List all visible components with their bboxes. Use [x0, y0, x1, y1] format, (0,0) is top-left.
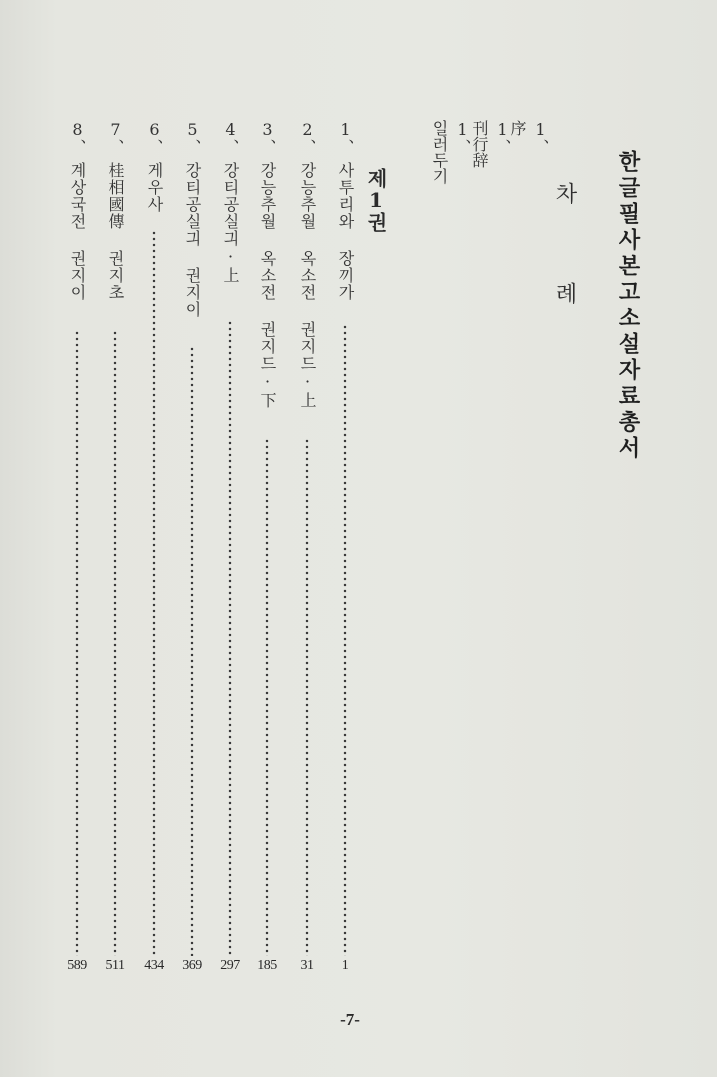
toc-entry[interactable]: [255, 120, 279, 990]
entry-dot-leader: [75, 330, 79, 956]
entry-page-number: 369: [182, 958, 202, 973]
entry-title: 게우사: [145, 162, 164, 213]
entry-title: 강능추월 옥소전 권지드·上: [298, 162, 317, 409]
volume-label: 제1권: [364, 168, 388, 232]
front-matter-title: 刊行辞: [470, 120, 489, 168]
entry-page-number: 511: [105, 958, 125, 973]
entry-title: 계상국전 권지이: [68, 162, 87, 301]
entry-page-number: 589: [67, 958, 87, 973]
entry-number: 3、: [258, 120, 277, 155]
toc-entry[interactable]: [103, 120, 127, 990]
entry-dot-leader: [190, 346, 194, 956]
entry-dot-leader: [228, 320, 232, 956]
entry-title: 강티공실긔 권지이: [183, 162, 202, 318]
entry-number: 7、: [106, 120, 125, 155]
front-matter-number: 1、: [531, 120, 550, 155]
entry-title: 강능추월 옥소전 권지드·下: [258, 162, 277, 409]
toc-entry[interactable]: [295, 120, 319, 990]
toc-entry[interactable]: [333, 120, 357, 990]
page-number: -7-: [340, 1010, 360, 1029]
entry-title: 桂相國傳 권지초: [106, 162, 125, 301]
entry-page-number: 1: [341, 958, 349, 973]
front-matter-title: 일러두기: [430, 120, 449, 184]
entry-number: 2、: [298, 120, 317, 155]
entry-page-number: 434: [144, 958, 164, 973]
front-matter-title: 序: [508, 120, 527, 136]
entry-dot-leader: [305, 438, 309, 956]
entry-dot-leader: [265, 438, 269, 956]
toc-heading-char-2: 례: [552, 282, 577, 304]
entry-page-number: 31: [300, 958, 314, 973]
entry-number: 5、: [183, 120, 202, 155]
toc-entry[interactable]: [65, 120, 89, 990]
front-matter-number: 1、: [453, 120, 472, 155]
entry-page-number: 185: [257, 958, 277, 973]
toc-entry[interactable]: [142, 120, 166, 990]
entry-page-number: 297: [220, 958, 240, 973]
entry-number: 4、: [221, 120, 240, 155]
series-title: 한글필사본고소설자료총서: [615, 150, 640, 462]
entry-title: 사투리와 장끼가: [336, 162, 355, 301]
front-matter-guide: [428, 120, 474, 184]
entry-dot-leader: [113, 330, 117, 956]
toc-heading-char-1: 차: [552, 182, 577, 204]
entry-dot-leader: [152, 230, 156, 956]
toc-entry[interactable]: [218, 120, 242, 990]
front-matter-number: 1、: [493, 120, 512, 155]
toc-entry[interactable]: [180, 120, 204, 990]
entry-dot-leader: [343, 324, 347, 956]
entry-number: 6、: [145, 120, 164, 155]
entry-title: 강티공실긔·上: [221, 162, 240, 284]
entry-number: 1、: [336, 120, 355, 155]
front-matter-publication-note: [468, 120, 514, 168]
entry-number: 8、: [68, 120, 87, 155]
